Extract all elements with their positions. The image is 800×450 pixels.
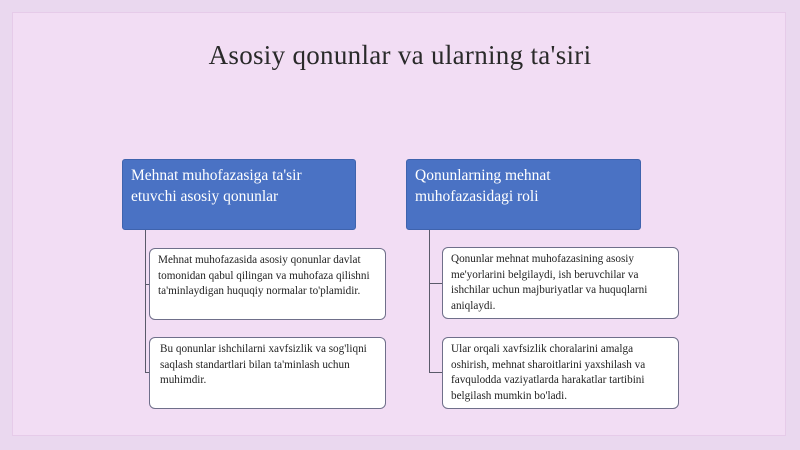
left-connector-vertical [145, 230, 146, 373]
right-connector-branch-1 [429, 283, 443, 284]
right-connector-vertical [429, 230, 430, 373]
right-card-2: Ular orqali xavfsizlik choralarini amalga oshirish, mehnat sharoitlarini yaxshilash va favqulodda vaziyatlarda harakatlar tartibini belgilash mumkin bo'ladi. [442, 337, 679, 409]
slide-title: Asosiy qonunlar va ularning ta'siri [208, 40, 592, 70]
left-card-1: Mehnat muhofazasida asosiy qonunlar davlat tomonidan qabul qilingan va muhofaza qilishni ta'minlaydigan huquqiy normalar to'plamidir. [149, 248, 386, 320]
right-card-1: Qonunlar mehnat muhofazasining asosiy me'yorlarini belgilaydi, ish beruvchilar va ishchilar uchun majburiyatlar va huquqlarni aniqlaydi. [442, 247, 679, 319]
right-connector-branch-2 [429, 372, 443, 373]
left-header-box: Mehnat muhofazasiga ta'sir etuvchi asosiy qonunlar [122, 159, 356, 230]
right-header-box: Qonunlarning mehnat muhofazasidagi roli [406, 159, 641, 230]
left-card-2: Bu qonunlar ishchilarni xavfsizlik va sog'liqni saqlash standartlari bilan ta'minlash uchun muhimdir. [149, 337, 386, 409]
